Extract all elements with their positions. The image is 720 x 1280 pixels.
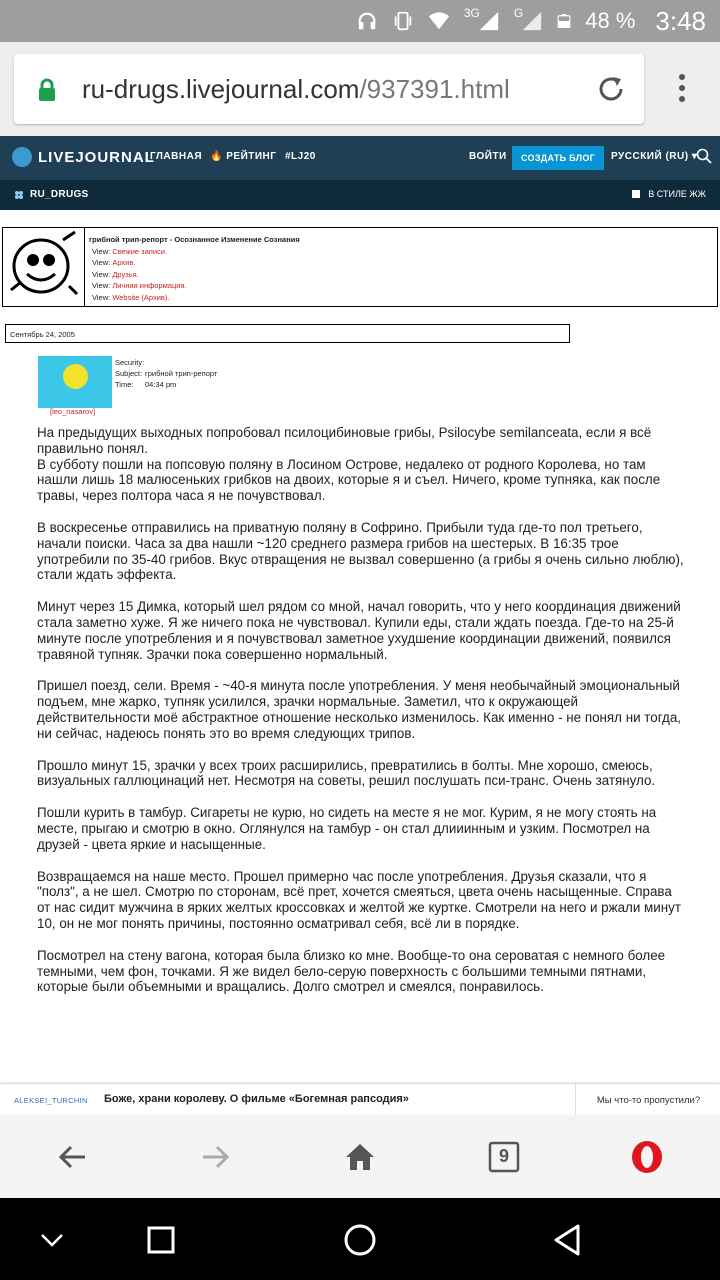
vibrate-icon [392, 10, 414, 32]
nav-rating-label: РЕЙТИНГ [226, 151, 277, 162]
promo-author[interactable]: ALEKSEI_TURCHIN [14, 1096, 88, 1105]
community-name: RU_DRUGS [30, 189, 89, 200]
livejournal-logo-icon [12, 147, 32, 167]
wifi-icon [428, 10, 450, 32]
home-icon[interactable] [343, 1140, 377, 1174]
archive-link[interactable]: Архив. [112, 258, 136, 267]
address-bar[interactable] [14, 54, 644, 124]
clock: 3:48 [655, 5, 706, 36]
forward-icon[interactable] [199, 1140, 233, 1174]
view-link-row [89, 280, 300, 292]
reload-icon[interactable] [596, 74, 626, 104]
time-value: 04:34 pm [145, 380, 177, 389]
signal-icon [478, 10, 500, 32]
nav-home[interactable]: ГЛАВНАЯ [150, 151, 203, 162]
entry-paragraph: Прошло минут 15, зрачки у всех троих расширились, превратились в болты. Мне хорошо, смеюсь, визуальных галлюцинаций нет. Несмотря на советы, решил послушать пси-транс. Очень затянуло. [37, 757, 656, 789]
view-link-row [89, 257, 300, 269]
entry-paragraph: На предыдущих выходных попробовал псилоцибиновые грибы, Psilocybe semilanceata, если я всё правильно понял. В субботу пошли на попсовую поляну в Лосином Острове, недалеко от родного Королева, но там нашли лишь 18 малюсеньких грибков на двоих, которые я и съел. Ничего, кроме тупняка, как после травы, через полтора часа я не почувствовал. [37, 425, 661, 504]
logo-text: LIVEJOURNAL [38, 148, 155, 166]
community-icon [14, 190, 24, 200]
journal-info [89, 234, 300, 303]
create-blog-button[interactable]: СОЗДАТЬ БЛОГ [512, 146, 604, 170]
view-prefix: View: [92, 269, 111, 279]
chevron-down-icon: ▾ [691, 151, 698, 162]
friends-link[interactable]: Друзья. [112, 269, 139, 279]
community-link[interactable] [14, 189, 89, 200]
login-link[interactable]: ВОЙТИ [469, 151, 507, 162]
battery-percent: 48 % [585, 8, 636, 33]
language-label: РУССКИЙ (RU) [611, 151, 689, 162]
status-bar [0, 0, 720, 42]
view-link-row [89, 246, 300, 258]
network-3g-label: 3G [463, 6, 480, 20]
profile-link[interactable]: Личная информация. [112, 281, 187, 290]
security-label: Security: [115, 358, 145, 367]
tabs-count: 9 [498, 1146, 509, 1166]
browser-address-area [0, 42, 720, 136]
lj-style-checkbox[interactable] [632, 190, 640, 198]
url-path: /937391.html [359, 74, 510, 104]
view-prefix: View: [92, 258, 111, 267]
view-prefix: View: [92, 292, 111, 302]
entry-paragraph: Возвращаемся на наше место. Прошел примерно час после употребления. Друзья сказали, что я "полз", а не шел. Смотрю по сторонам, всё прет, хочется смеяться, цвета очень насыщенные. Справа от нас сидит мужчина в ярких желтых кроссовках и желтой же куртке. Смотрели на него и ржали минут 10, он не мог понять причины, постоянно осматривал себя, всё ли в порядке. [37, 868, 681, 931]
entry-paragraph: В воскресенье отправились на приватную поляну в Софрино. Прибыли туда где-то пол третьего, начали поиски. Часа за два нашли ~120 среднего размера грибов на шестерых. В 16:35 трое употребили по 35-40 грибов. Вкус отвращения не вызвал совершенно (а грибы я очень сильно люблю), стали ждать эффекта. [37, 519, 684, 583]
author-username[interactable]: [leo_nasarov] [50, 407, 96, 416]
battery-icon [557, 10, 571, 32]
journal-info-box [2, 227, 718, 307]
recents-icon[interactable] [141, 1220, 181, 1260]
view-link-row [89, 269, 300, 281]
entry-body [37, 425, 687, 1011]
hide-keyboard-icon[interactable] [32, 1220, 72, 1260]
entry-date: Сентябрь 24, 2005 [5, 324, 570, 343]
livejournal-logo[interactable] [12, 147, 155, 167]
entry-meta [115, 357, 217, 390]
userpic-image [3, 228, 85, 306]
network-g-label: G [513, 6, 524, 20]
journal-title: грибной трип-репорт - Осознанное Изменение Сознания [89, 235, 300, 244]
livejournal-header [0, 136, 720, 180]
language-select[interactable] [611, 151, 697, 162]
nav-rating[interactable] [210, 151, 276, 162]
view-prefix: View: [92, 246, 111, 256]
back-nav-icon[interactable] [548, 1220, 588, 1260]
recent-entries-link[interactable]: Свежие записи. [112, 246, 168, 256]
promo-title[interactable]: Боже, храни королеву. О фильме «Богемная рапсодия» [104, 1093, 409, 1105]
url-text[interactable] [82, 74, 510, 105]
overflow-menu-icon[interactable] [672, 72, 692, 112]
signal-icon [521, 10, 543, 32]
author-avatar[interactable] [38, 356, 112, 408]
subject-label: Subject: [115, 369, 143, 378]
opera-menu-icon[interactable] [630, 1140, 664, 1174]
browser-toolbar [0, 1115, 720, 1198]
missed-something-button[interactable]: Мы что-то пропустили? [575, 1084, 720, 1116]
search-icon[interactable] [696, 148, 712, 164]
view-link-row [89, 292, 300, 304]
entry-paragraph: Пришел поезд, сели. Время - ~40-я минута после употребления. У меня необычайный эмоциональный подъем, мне жарко, тупняк усилился, зрачки нормальные. Заметил, что к окружающей действительности моё абстрактное отношение несколько изменилось. Как именно - не понял ни тогда, ни сейчас, надеюсь понять это во время следующих трипов. [37, 678, 681, 741]
lj-style-toggle[interactable] [632, 189, 706, 199]
tabs-button[interactable] [487, 1140, 521, 1174]
headphones-icon [356, 10, 378, 32]
home-nav-icon[interactable] [340, 1220, 380, 1260]
subject-value: грибной трип-репорт [145, 369, 218, 378]
view-prefix: View: [92, 281, 111, 290]
nav-lj20[interactable]: #LJ20 [285, 151, 316, 162]
back-icon[interactable] [55, 1140, 89, 1174]
url-domain: ru-drugs.livejournal.com [82, 74, 360, 104]
lj-style-label: В СТИЛЕ ЖЖ [648, 189, 706, 199]
sun-shape [63, 364, 88, 389]
entry-paragraph: Минут через 15 Димка, который шел рядом со мной, начал говорить, что у него координация движений стала заметно хуже. Я же ничего пока не чувствовал. Купили еды, стали ждать поезда. Где-то на 25-й минуте после употребления и я почувствовал заметное ухудшение координации движений, появился травяной тупняк. Зрачки пока совершенно нормальный. [37, 599, 681, 662]
android-navbar [0, 1198, 720, 1280]
website-link[interactable]: Website (Архив). [112, 292, 170, 302]
fire-icon: 🔥 [210, 151, 223, 162]
entry-paragraph: Посмотрел на стену вагона, которая была близко ко мне. Вообще-то она сероватая с немного более темными, чем фон, точками. Я же видел бело-серую поверхность с большими темными пятнами, которые были объемными и вращались. Долго смотрел и смеялся, понравилось. [37, 947, 666, 995]
entry-paragraph: Пошли курить в тамбур. Сигареты не курю, но сидеть на месте я не мог. Курим, я не могу стоять на месте, прыгаю и смотрю в окно. Оглянулся на тамбур - он стал длииинным и узким. Посмотрел на друзей - цвета яркие и насыщенные. [37, 805, 657, 852]
time-label: Time: [115, 380, 134, 389]
community-bar [0, 180, 720, 210]
lock-icon [38, 78, 56, 102]
promo-strip [0, 1083, 720, 1116]
